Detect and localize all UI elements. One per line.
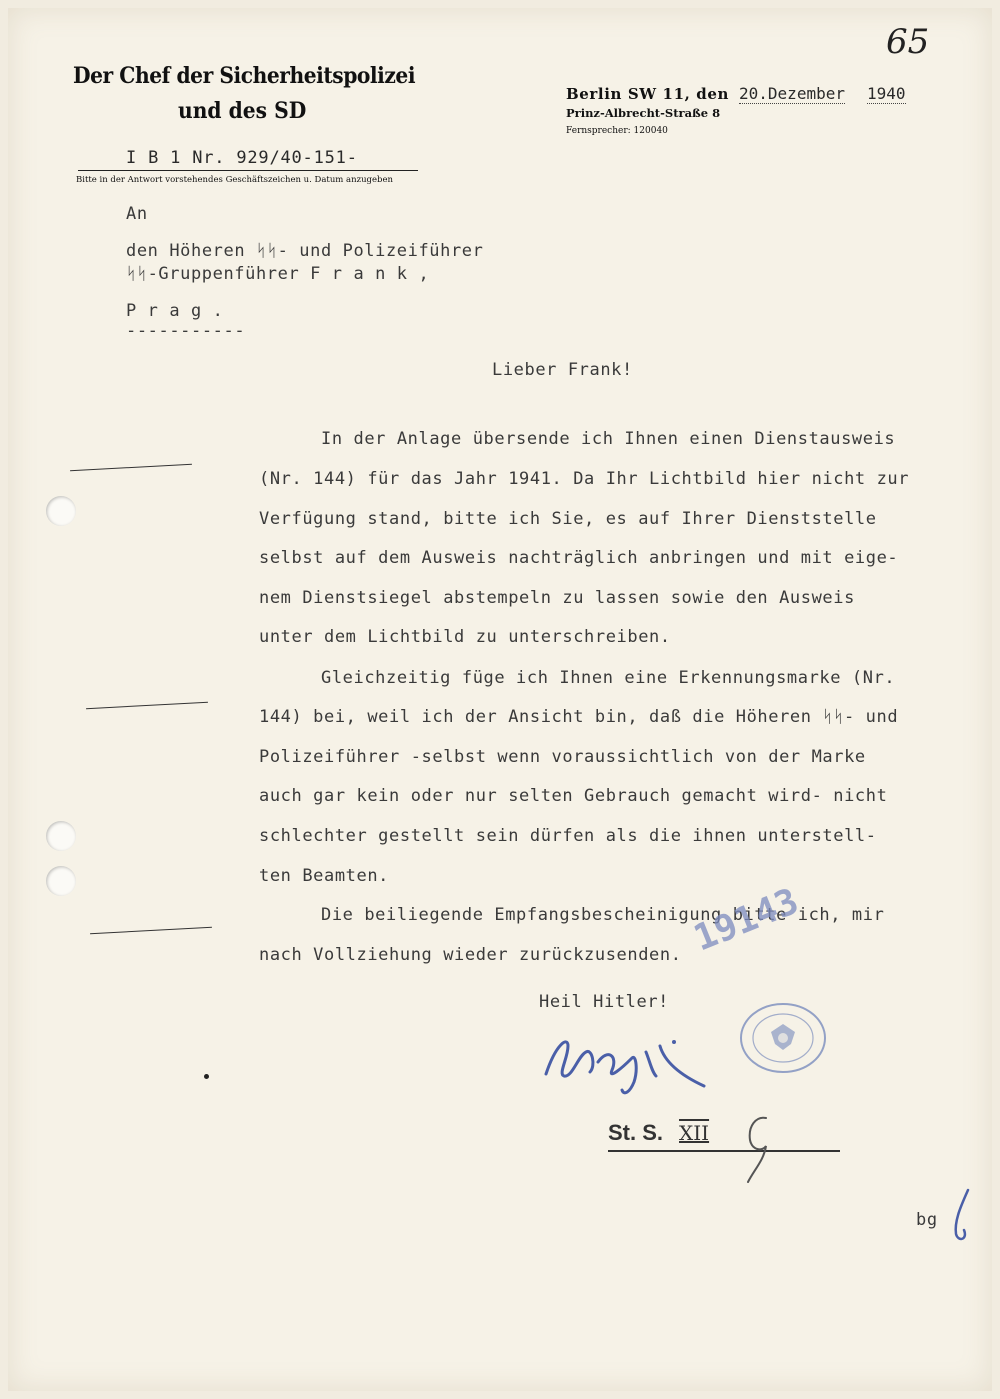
- addressee-line1: den Höheren ᛋᛋ- und Polizeiführer: [126, 241, 484, 261]
- body-line: schlechter gestellt sein dürfen als die ihnen unterstell-: [259, 826, 877, 846]
- office-stamp: [608, 1120, 709, 1146]
- body-line: Polizeiführer -selbst wenn voraussichtlich von der Marke: [259, 747, 866, 767]
- body-line: nem Dienstsiegel abstempeln zu lassen sowie den Ausweis: [259, 588, 855, 608]
- body-line: Gleichzeitig füge ich Ihnen eine Erkennungsmarke (Nr.: [321, 668, 896, 688]
- punch-hole: [46, 496, 76, 526]
- addressee-rule: -----------: [126, 321, 246, 341]
- office-stamp-label: St. S.: [608, 1120, 664, 1145]
- initial-mark: [944, 1186, 980, 1246]
- letter-year: 1940: [866, 84, 906, 103]
- phone-number: Fernsprecher: 120040: [566, 126, 668, 136]
- salutation: Lieber Frank!: [492, 360, 633, 380]
- letterhead-title-line1: Der Chef der Sicherheitspolizei: [73, 63, 416, 89]
- received-stamp-number: 19143: [688, 880, 805, 960]
- place-label: Berlin SW 11, den: [566, 85, 730, 103]
- addressee-city: P r a g .: [126, 301, 224, 321]
- reference-number: I B 1 Nr. 929/40-151-: [126, 148, 358, 168]
- punch-hole: [46, 866, 76, 896]
- body-line: In der Anlage übersende ich Ihnen einen Dienstausweis: [321, 429, 896, 449]
- pencil-mark: [728, 1112, 778, 1187]
- folio-number: 65: [886, 22, 930, 62]
- letter-date: 20.Dezember: [739, 84, 845, 103]
- reference-note: Bitte in der Antwort vorstehendes Geschäftszeichen u. Datum anzugeben: [76, 175, 393, 185]
- ink-dot: [204, 1074, 209, 1079]
- closing: Heil Hitler!: [539, 992, 670, 1012]
- body-line: (Nr. 144) für das Jahr 1941. Da Ihr Lichtbild hier nicht zur: [259, 469, 910, 489]
- body-line: Verfügung stand, bitte ich Sie, es auf Ihrer Dienststelle: [259, 509, 877, 529]
- office-stamp-underline: [608, 1150, 840, 1152]
- body-line: auch gar kein oder nur selten Gebrauch gemacht wird- nicht: [259, 786, 888, 806]
- body-line: 144) bei, weil ich der Ansicht bin, daß die Höheren ᛋᛋ- und: [259, 707, 899, 727]
- margin-line: [90, 927, 212, 934]
- addressee-line2: ᛋᛋ-Gruppenführer F r a n k ,: [126, 264, 430, 284]
- letterhead-title-line2: und des SD: [178, 98, 307, 124]
- body-line: ten Beamten.: [259, 866, 390, 886]
- place-line: [566, 84, 906, 104]
- body-line: selbst auf dem Ausweis nachträglich anbringen und mit eige-: [259, 548, 899, 568]
- body-line: Die beiliegende Empfangsbescheinigung bitte ich, mir: [321, 905, 885, 925]
- margin-line: [86, 702, 208, 709]
- margin-line: [70, 464, 192, 471]
- signature: [538, 1026, 728, 1101]
- body-line: nach Vollziehung wieder zurückzusenden.: [259, 945, 682, 965]
- office-stamp-roman: XII: [679, 1121, 710, 1145]
- reference-underline: [78, 170, 418, 171]
- punch-hole: [46, 821, 76, 851]
- addressee-to: An: [126, 204, 148, 224]
- street-address: Prinz-Albrecht-Straße 8: [566, 106, 721, 120]
- initials-note: bg: [916, 1210, 938, 1230]
- body-line: unter dem Lichtbild zu unterschreiben.: [259, 627, 671, 647]
- office-seal: [733, 998, 833, 1078]
- letter-page: [8, 8, 992, 1391]
